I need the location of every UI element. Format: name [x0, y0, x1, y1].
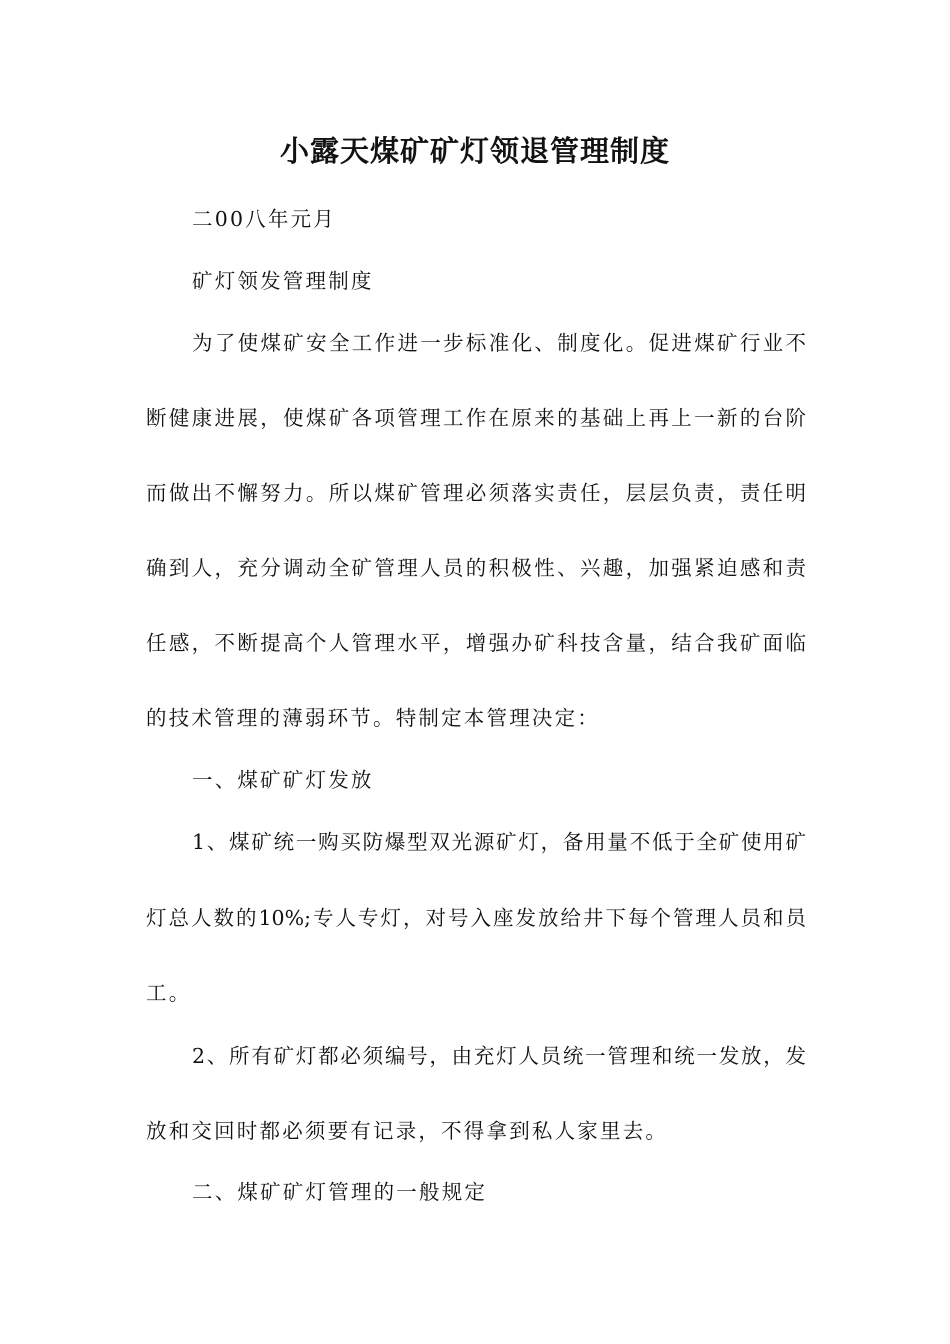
intro-line-2: 断健康进展，使煤矿各项管理工作在原来的基础上再上一新的台阶 [146, 406, 806, 430]
section-title: 矿灯领发管理制度 [192, 269, 374, 293]
item-1-line-2: 灯总人数的10%;专人专灯，对号入座发放给井下每个管理人员和员 [146, 906, 806, 930]
heading-2: 二、煤矿矿灯管理的一般规定 [192, 1180, 488, 1204]
item-2-line-2: 放和交回时都必须要有记录，不得拿到私人家里去。 [146, 1119, 669, 1143]
item-2-line-1: 2、所有矿灯都必须编号，由充灯人员统一管理和统一发放，发 [192, 1044, 806, 1068]
intro-line-5: 任感，不断提高个人管理水平，增强办矿科技含量，结合我矿面临 [146, 631, 806, 655]
item-1-line-1: 1、煤矿统一购买防爆型双光源矿灯，备用量不低于全矿使用矿 [192, 830, 806, 854]
date-line: 二00八年元月 [192, 207, 336, 231]
item-1-line-3: 工。 [146, 981, 192, 1005]
intro-line-6: 的技术管理的薄弱环节。特制定本管理决定： [146, 706, 600, 730]
intro-line-4: 确到人，充分调动全矿管理人员的积极性、兴趣，加强紧迫感和责 [146, 556, 806, 580]
intro-line-1: 为了使煤矿安全工作进一步标准化、制度化。促进煤矿行业不 [192, 331, 806, 355]
intro-line-3: 而做出不懈努力。所以煤矿管理必须落实责任，层层负责，责任明 [146, 481, 806, 505]
document-title: 小露天煤矿矿灯领退管理制度 [279, 134, 670, 168]
heading-1: 一、煤矿矿灯发放 [192, 768, 374, 792]
